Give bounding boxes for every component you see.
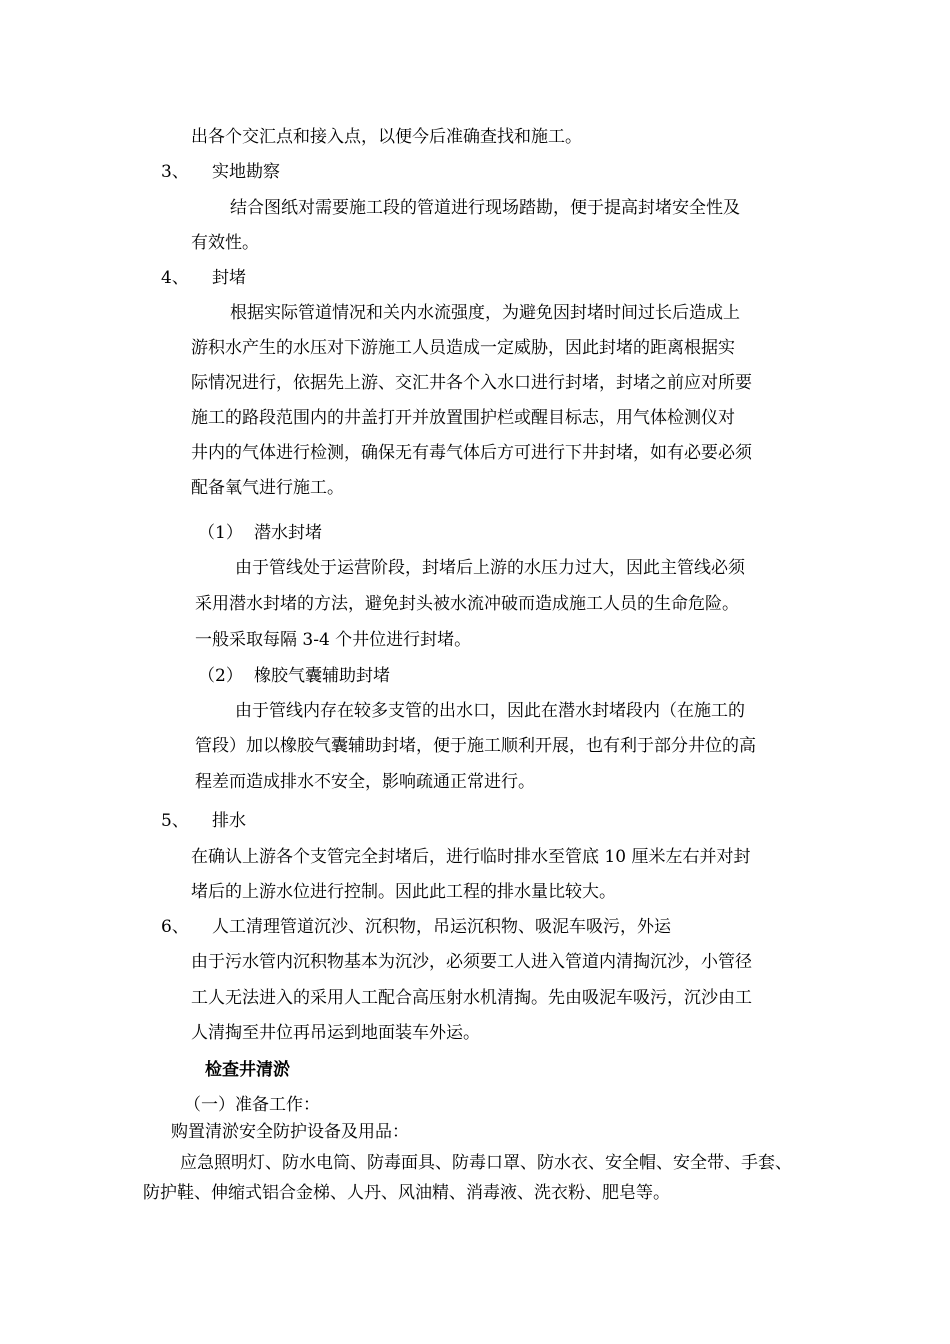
list-number: 5、 [161, 811, 189, 831]
text-line: 管段）加以橡胶气囊辅助封堵，便于施工顺利开展，也有利于部分井位的高 [195, 736, 756, 756]
list-number: 3、 [161, 162, 189, 182]
text-line: 一般采取每隔 3-4 个井位进行封堵。 [195, 630, 472, 650]
text-line: 结合图纸对需要施工段的管道进行现场踏勘，便于提高封堵安全性及 [230, 198, 740, 218]
text-line: 程差而造成排水不安全，影响疏通正常进行。 [195, 772, 535, 792]
text-line: 出各个交汇点和接入点，以便今后准确查找和施工。 [191, 127, 582, 147]
text-line: 防护鞋、伸缩式铝合金梯、人丹、风油精、消毒液、洗衣粉、肥皂等。 [143, 1183, 670, 1203]
text-line: 际情况进行，依据先上游、交汇井各个入水口进行封堵，封堵之前应对所要 [191, 373, 752, 393]
sub-list-number: （2） [198, 666, 243, 686]
text-line: 采用潜水封堵的方法，避免封头被水流冲破而造成施工人员的生命危险。 [195, 594, 739, 614]
sub-list-number: （1） [198, 523, 243, 543]
text-line: 由于污水管内沉积物基本为沉沙，必须要工人进入管道内清掏沉沙，小管径 [191, 952, 752, 972]
subsection-title: （一）准备工作： [184, 1095, 320, 1115]
section-heading: 实地勘察 [212, 162, 280, 182]
text-line: 工人无法进入的采用人工配合高压射水机清掏。先由吸泥车吸污，沉沙由工 [191, 988, 752, 1008]
text-line: 购置清淤安全防护设备及用品： [171, 1122, 409, 1142]
text-line: 根据实际管道情况和关内水流强度，为避免因封堵时间过长后造成上 [230, 303, 740, 323]
text-line: 有效性。 [191, 233, 259, 253]
sub-heading: 潜水封堵 [254, 523, 322, 543]
text-line: 施工的路段范围内的井盖打开并放置围护栏或醒目标志，用气体检测仪对 [191, 408, 735, 428]
text-line: 堵后的上游水位进行控制。因此此工程的排水量比较大。 [191, 882, 616, 902]
text-line: 配备氧气进行施工。 [191, 478, 344, 498]
text-line: 井内的气体进行检测，确保无有毒气体后方可进行下井封堵，如有必要必须 [191, 443, 752, 463]
text-line: 由于管线内存在较多支管的出水口，因此在潜水封堵段内（在施工的 [235, 701, 745, 721]
section-title: 检查井清淤 [205, 1060, 290, 1080]
section-heading: 人工清理管道沉沙、沉积物，吊运沉积物、吸泥车吸污，外运 [212, 917, 671, 937]
text-line: 在确认上游各个支管完全封堵后，进行临时排水至管底 10 厘米左右并对封 [191, 847, 751, 867]
text-line: 由于管线处于运营阶段，封堵后上游的水压力过大，因此主管线必须 [235, 558, 745, 578]
text-line: 游积水产生的水压对下游施工人员造成一定威胁，因此封堵的距离根据实 [191, 338, 735, 358]
text-line: 应急照明灯、防水电筒、防毒面具、防毒口罩、防水衣、安全帽、安全带、手套、 [180, 1153, 792, 1173]
section-heading: 排水 [212, 811, 246, 831]
list-number: 4、 [161, 268, 189, 288]
text-line: 人清掏至井位再吊运到地面装车外运。 [191, 1023, 480, 1043]
list-number: 6、 [161, 917, 189, 937]
section-heading: 封堵 [212, 268, 246, 288]
sub-heading: 橡胶气囊辅助封堵 [254, 666, 390, 686]
